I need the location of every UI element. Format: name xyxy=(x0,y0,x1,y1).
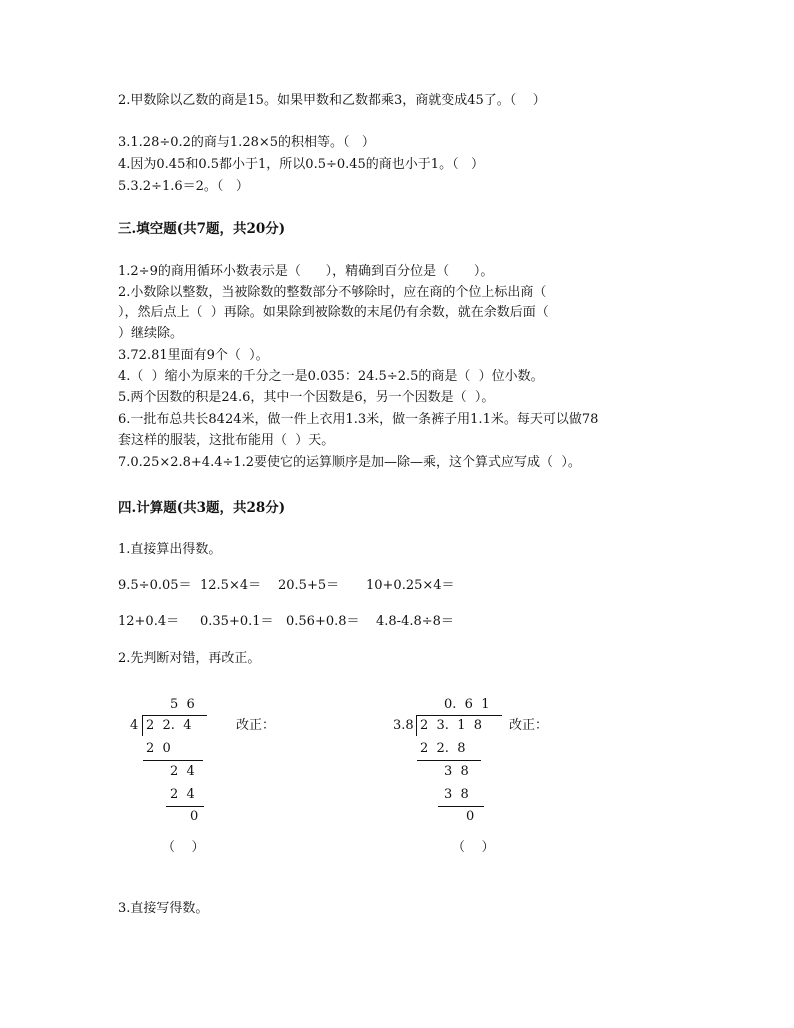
fill-line: 1.2÷9的商用循环小数表示是（ ），精确到百分位是（ ）。 xyxy=(118,264,494,279)
fill-line: 2.小数除以整数，当被除数的整数部分不够除时，应在商的个位上标出商（ xyxy=(118,285,547,300)
division-bracket xyxy=(142,715,143,736)
quotient: 0. 6 1 xyxy=(444,697,490,712)
fill-line: 4.（ ）缩小为原来的千分之一是0.035：24.5÷2.5的商是（ ）位小数。 xyxy=(118,369,544,384)
step-value: 2 4 xyxy=(170,764,195,779)
step-value: 2 4 xyxy=(170,787,195,802)
fill-line: 7.0.25×2.8+4.4÷1.2要使它的运算顺序是加—除—乘，这个算式应写成（ ）。 xyxy=(118,455,581,470)
fill-line: 3.72.81里面有9个（ ）。 xyxy=(118,348,269,363)
step-value: 3 8 xyxy=(444,764,469,779)
step-value: 3 8 xyxy=(444,787,469,802)
calc-item: 10+0.25×4＝ xyxy=(366,578,455,593)
divisor: 3.8 xyxy=(393,718,414,733)
fix-label: 改正： xyxy=(509,718,549,733)
division-bar xyxy=(143,715,207,716)
divisor: 4 xyxy=(130,718,139,733)
calc-item: 4.8-4.8÷8＝ xyxy=(376,614,454,629)
judge-question-2: 2.甲数除以乙数的商是15。如果甲数和乙数都乘3，商就变成45了。（ ） xyxy=(118,93,546,108)
step-value: 2 0 xyxy=(146,741,171,756)
calc-question-2-title: 2.先判断对错，再改正。 xyxy=(118,651,261,666)
calc-item: 12.5×4＝ xyxy=(200,578,262,593)
calc-question-1-title: 1.直接算出得数。 xyxy=(118,542,222,557)
step-line xyxy=(438,806,484,807)
step-line xyxy=(417,760,481,761)
division-bracket xyxy=(416,715,417,736)
fill-line: 6.一批布总共长8424米，做一件上衣用1.3米，做一条裤子用1.1米。每天可以做78 xyxy=(118,412,599,427)
calc-question-3-title: 3.直接写得数。 xyxy=(118,901,209,916)
step-line xyxy=(166,806,204,807)
step-line xyxy=(143,760,203,761)
fill-line: ），然后点上（ ）再除。如果除到被除数的末尾仍有余数，就在余数后面（ xyxy=(118,305,549,320)
fix-label: 改正： xyxy=(236,718,276,733)
calc-item: 0.35+0.1＝ xyxy=(200,614,274,629)
remainder: 0 xyxy=(190,809,199,824)
calc-item: 20.5+5＝ xyxy=(278,578,340,593)
judge-question-3: 3.1.28÷0.2的商与1.28×5的积相等。（ ） xyxy=(118,135,375,150)
judge-question-5: 5.3.2÷1.6＝2。（ ） xyxy=(118,179,249,194)
dividend: 2 2. 4 xyxy=(146,718,192,733)
fill-line: ）继续除。 xyxy=(118,326,184,341)
calc-section-heading: 四.计算题(共3题，共28分) xyxy=(118,500,286,516)
calc-item: 0.56+0.8＝ xyxy=(286,614,360,629)
judge-question-4: 4.因为0.45和0.5都小于1，所以0.5÷0.45的商也小于1。（ ） xyxy=(118,157,484,172)
division-bar xyxy=(417,715,502,716)
answer-blank: （ ） xyxy=(452,840,495,855)
fill-line: 套这样的服装，这批布能用（ ）天。 xyxy=(118,433,335,448)
quotient: 5 6 xyxy=(170,697,195,712)
dividend: 2 3. 1 8 xyxy=(420,718,483,733)
step-value: 2 2. 8 xyxy=(420,741,466,756)
fill-line: 5.两个因数的积是24.6，其中一个因数是6，另一个因数是（ ）。 xyxy=(118,390,495,405)
calc-item: 9.5÷0.05＝ xyxy=(118,578,192,593)
answer-blank: （ ） xyxy=(162,840,205,855)
fill-section-heading: 三.填空题(共7题，共20分) xyxy=(118,221,286,237)
remainder: 0 xyxy=(466,809,475,824)
calc-item: 12+0.4＝ xyxy=(118,614,180,629)
